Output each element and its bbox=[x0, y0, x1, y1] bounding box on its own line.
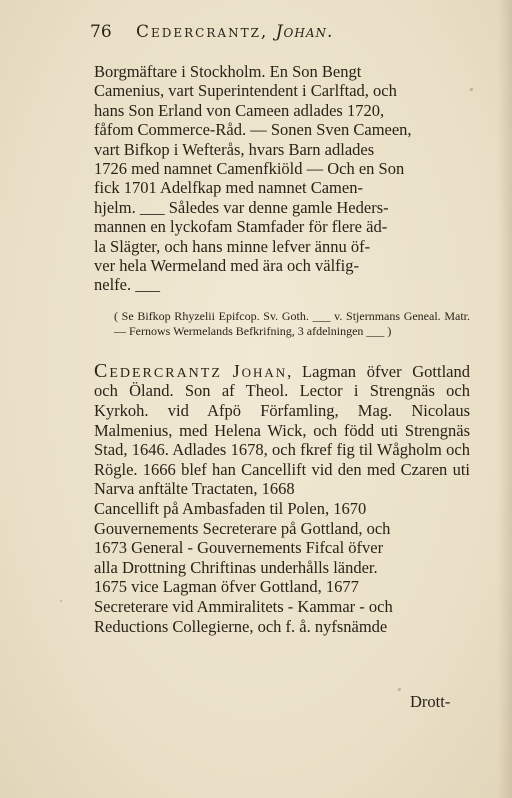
running-title-given: Johan. bbox=[275, 22, 334, 42]
text-line: vart Bifkop i Wefterås, hvars Barn adlades bbox=[94, 139, 375, 159]
text-line: Camenius, vart Superintendent i Carlftad, och bbox=[94, 81, 397, 101]
page-number: 76 bbox=[90, 22, 112, 42]
paragraph-continued bbox=[94, 62, 470, 295]
text-line: Lector i Strengnäs och Kyrkoh. vid Afpö Förfamling, Mag. Nicolaus Malmenius, med Helena Wick, och född uti Strengnäs Stad, 1646. bbox=[94, 381, 470, 460]
running-title bbox=[136, 22, 333, 42]
text-line: Gouvernements Secreterare på Gottland, och bbox=[94, 518, 391, 538]
text-line: Cancellift på Ambasfaden til Polen, 1670 bbox=[94, 499, 367, 519]
entry-surname: Cedercrantz bbox=[94, 359, 222, 382]
text-line: hjelm. ___ Således var denne gamle Heders- bbox=[94, 197, 389, 217]
text-body bbox=[94, 62, 470, 636]
foxing-spot bbox=[60, 600, 62, 602]
text-line: nelfe. ___ bbox=[94, 275, 160, 295]
entry-given-name: Johan bbox=[232, 360, 288, 381]
text-line: fick 1701 Adelfkap med namnet Camen- bbox=[94, 178, 363, 198]
page-edge-shadow bbox=[498, 0, 512, 798]
text-line: fåfom Commerce-Råd. — Sonen Sven Cameen, bbox=[94, 120, 412, 140]
text-line: Reductions Collegierne, och f. å. nyfsnämde bbox=[94, 616, 388, 636]
biography-entry bbox=[94, 359, 470, 636]
text-line: 1726 med namnet Camenfkiöld — Och en Son bbox=[94, 159, 405, 179]
text-line: hans Son Erland von Cameen adlades 1720, bbox=[94, 100, 385, 120]
catchword: Drott- bbox=[410, 692, 451, 711]
text-line: 1673 General - Gouvernements Fifcal öfver bbox=[94, 538, 384, 558]
text-line: mannen en lyckofam Stamfader för flere äd- bbox=[94, 217, 388, 237]
text-line: Borgmäftare i Stockholm. En Son Bengt bbox=[94, 62, 362, 81]
text-line: 1675 vice Lagman öfver Gottland, 1677 bbox=[94, 577, 359, 597]
foxing-spot bbox=[470, 88, 473, 91]
text-line: Adlades 1678, och fkref fig til Wågholm och Rögle. 1666 blef han Cancellift vid den med Czaren uti Narva anftälte Tractaten, 1668 bbox=[94, 440, 470, 499]
text-line: alla Drottning Chriftinas underhålls länder. bbox=[94, 557, 378, 577]
foxing-spot bbox=[398, 688, 401, 691]
text-line: , Lagman öfver Gottland och Öland. Son af Theol. bbox=[94, 361, 470, 401]
text-line: Secreterare vid Ammiralitets - Kammar - och bbox=[94, 597, 393, 616]
footnote-citation: ( Se Bifkop Rhyzelii Epifcop. Sv. Goth. ___ v. Stjernmans Geneal. Matr. — Fernows Wermelands Befkrifning, 3 afdelningen ___ ) bbox=[114, 308, 470, 339]
text-line: la Slägter, och hans minne lefver ännu öf- bbox=[94, 236, 371, 256]
running-title-name: Cedercrantz, bbox=[136, 22, 269, 42]
running-header bbox=[90, 22, 450, 46]
text-line: ver hela Wermeland med ära och välfig- bbox=[94, 256, 359, 276]
